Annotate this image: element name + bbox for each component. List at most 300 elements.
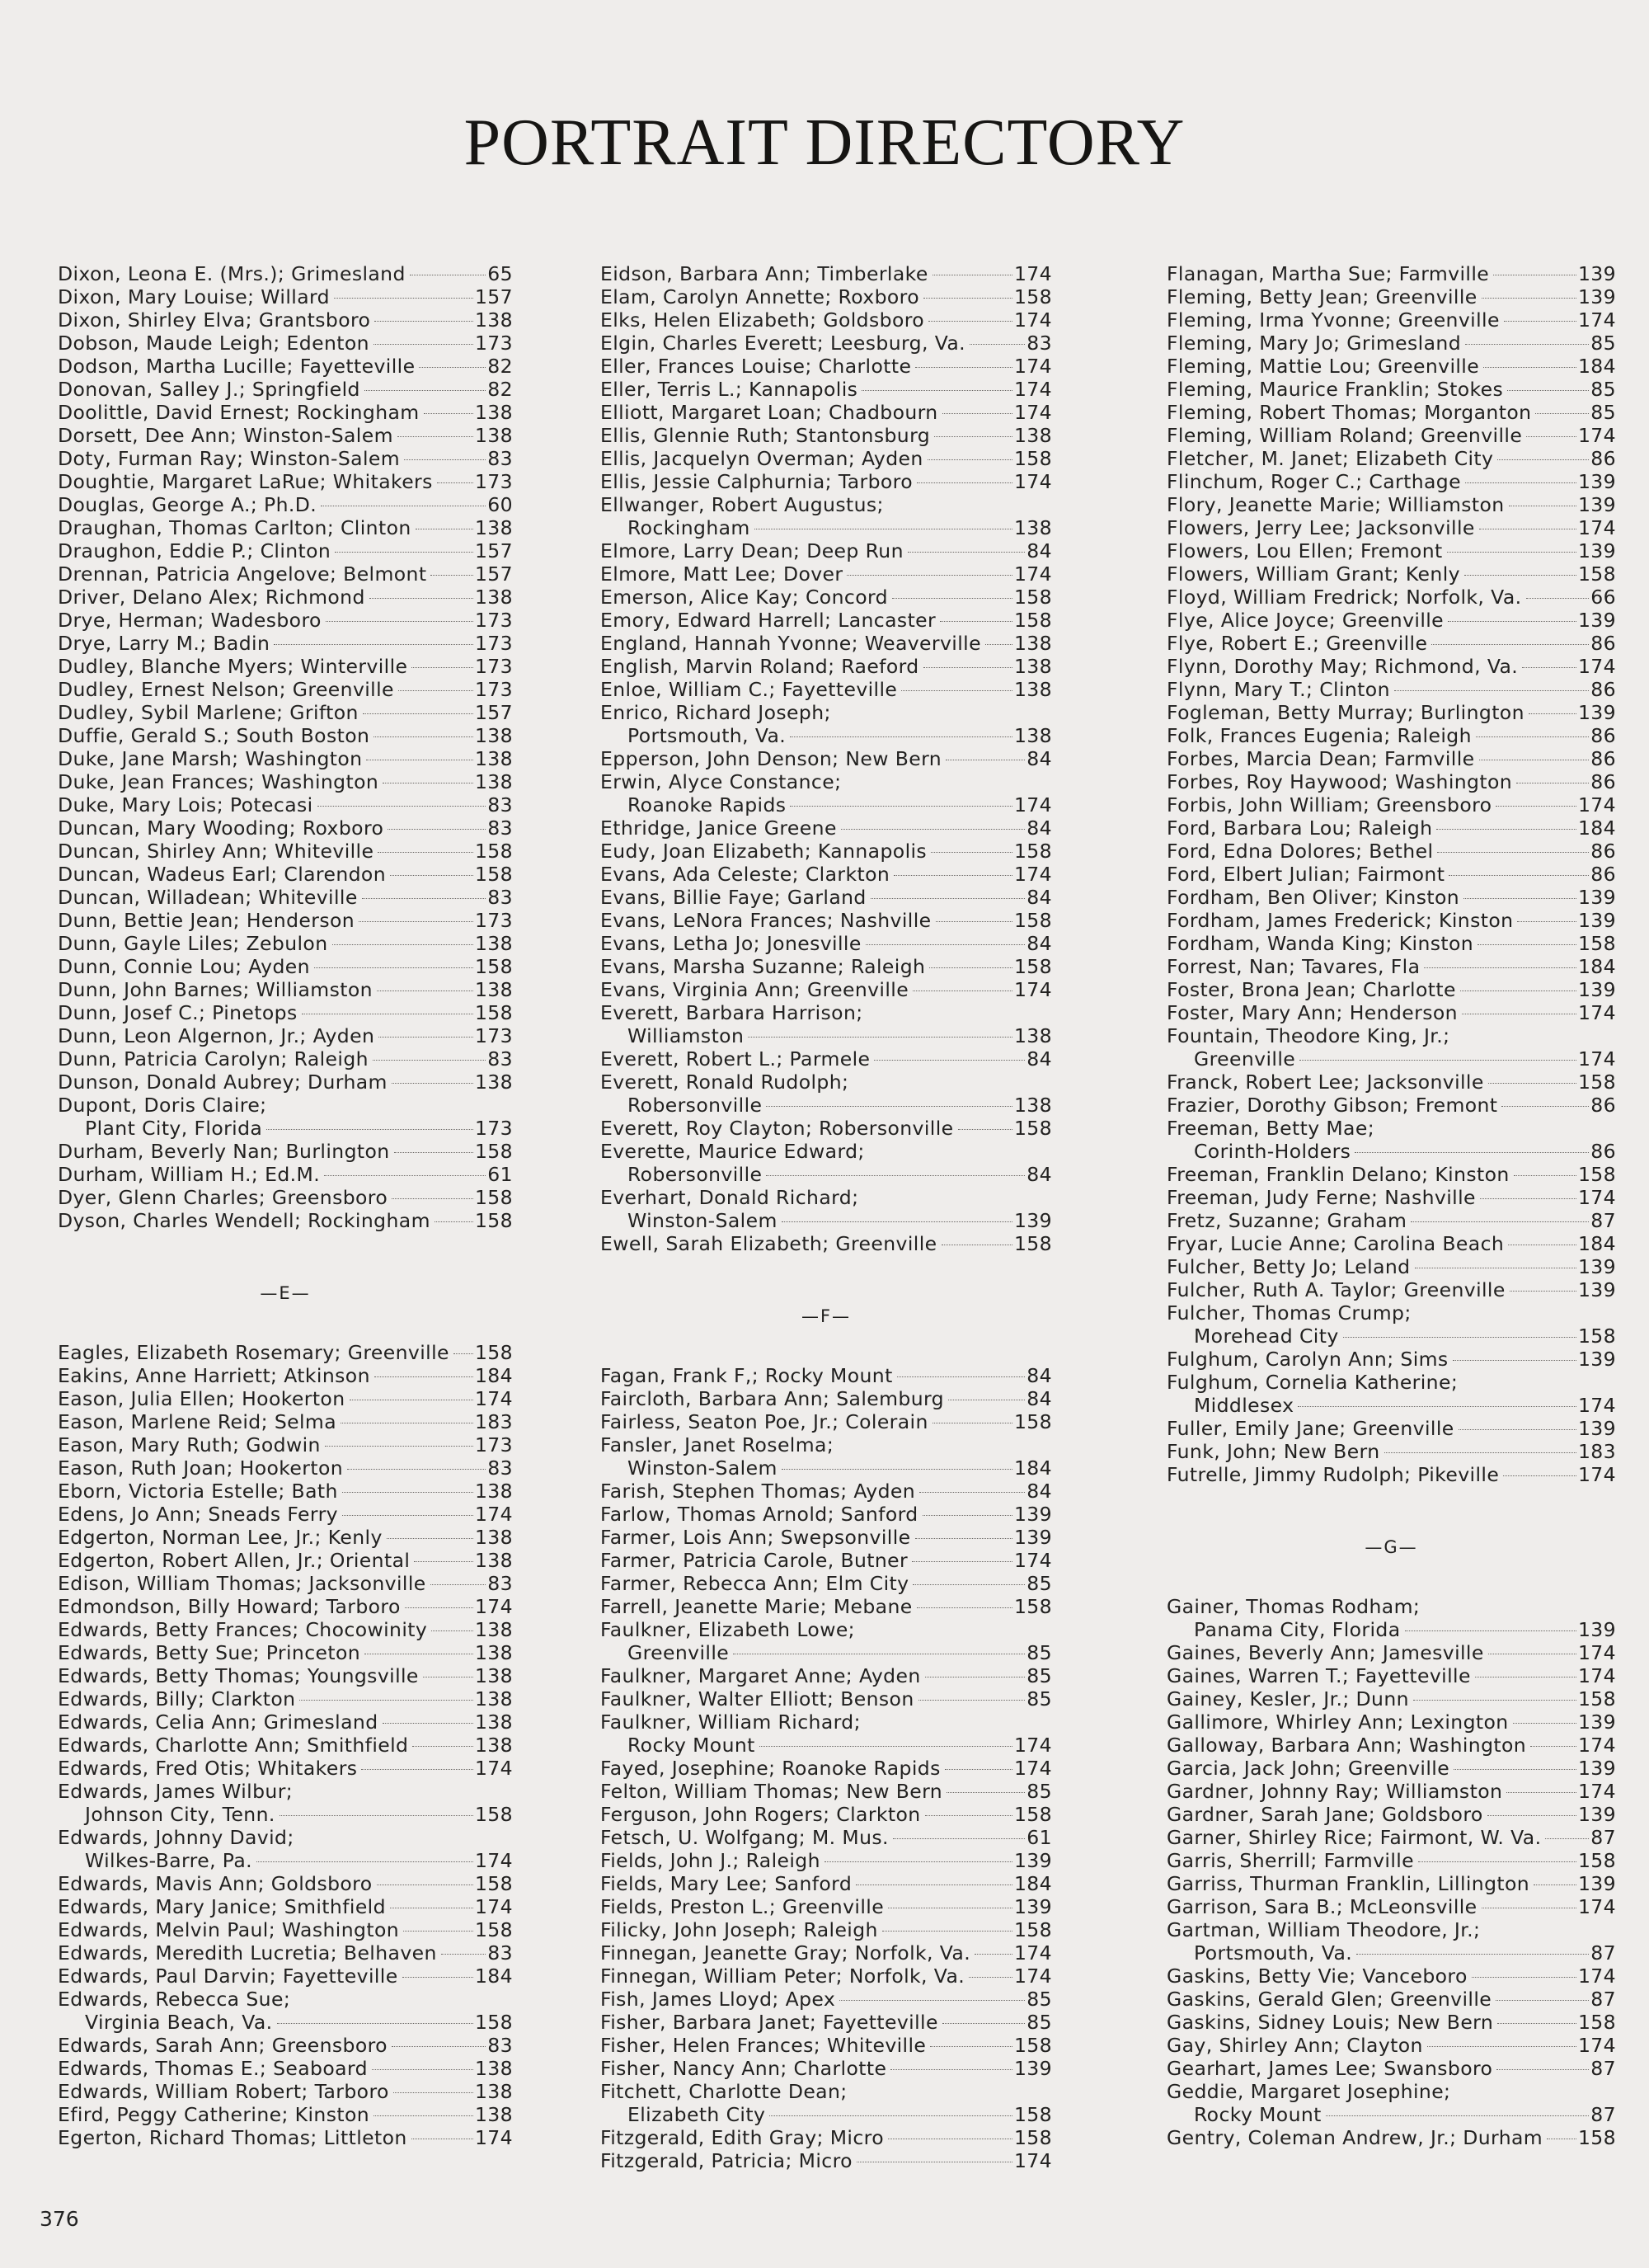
entry-location: Johnson City, Tenn. <box>85 1803 275 1826</box>
entry-name: Edwards, Thomas E.; Seaboard <box>58 2057 368 2080</box>
entry-name: Edwards, Rebecca Sue; <box>58 1988 291 2011</box>
directory-entry <box>58 1687 513 1710</box>
directory-entry <box>58 424 513 447</box>
directory-entry <box>58 1641 513 1664</box>
directory-entry <box>58 1433 513 1456</box>
entry-page: 174 <box>1013 562 1052 586</box>
dot-leader <box>374 321 473 322</box>
entry-row <box>1167 1664 1616 1687</box>
directory-entry <box>58 655 513 678</box>
directory-entry <box>1167 493 1616 516</box>
entry-page: 87 <box>1590 1826 1616 1849</box>
entry-row <box>1167 1965 1616 1988</box>
directory-entry <box>1167 1595 1616 1641</box>
entry-name: Fordham, James Frederick; Kinston <box>1167 909 1514 932</box>
entry-row <box>600 1965 1052 1988</box>
entry-row <box>600 747 1052 770</box>
entry-page: 139 <box>1577 539 1616 562</box>
entry-name: Dunn, Leon Algernon, Jr.; Ayden <box>58 1024 375 1047</box>
entry-row <box>58 586 513 609</box>
entry-name: Fields, John J.; Raleigh <box>600 1849 820 1872</box>
entry-page: 158 <box>1013 1803 1052 1826</box>
dot-leader <box>332 944 473 945</box>
dot-leader <box>1480 1198 1576 1199</box>
dot-leader <box>894 875 1012 876</box>
entry-name: Evans, LeNora Frances; Nashville <box>600 909 932 932</box>
entry-name: Fitzgerald, Patricia; Micro <box>600 2149 853 2172</box>
entry-page: 87 <box>1590 1988 1616 2011</box>
entry-page: 158 <box>1577 1325 1616 1348</box>
entry-row <box>600 1988 1052 2011</box>
entry-page: 85 <box>1590 332 1616 355</box>
entry-name: Eagles, Elizabeth Rosemary; Greenville <box>58 1341 449 1364</box>
entry-page: 85 <box>1027 2011 1052 2034</box>
entry-name: Ford, Edna Dolores; Bethel <box>1167 840 1434 863</box>
entry-page: 83 <box>487 2034 513 2057</box>
directory-entry <box>600 655 1052 678</box>
entry-name: Ford, Barbara Lou; Raleigh <box>1167 816 1433 840</box>
entry-name: Fagan, Frank F,; Rocky Mount <box>600 1364 893 1387</box>
entry-location: Wilkes-Barre, Pa. <box>85 1849 252 1872</box>
dot-leader <box>915 1538 1012 1539</box>
directory-entry <box>58 1757 513 1780</box>
directory-entry <box>58 1410 513 1433</box>
entry-name: Edwards, Betty Frances; Chocowinity <box>58 1618 428 1641</box>
dot-leader <box>1355 1152 1589 1153</box>
entry-row <box>58 378 513 401</box>
entry-page: 139 <box>1577 1618 1616 1641</box>
directory-entry <box>1167 2080 1616 2126</box>
entry-row <box>1167 424 1616 447</box>
entry-name: Fordham, Ben Oliver; Kinston <box>1167 886 1460 909</box>
entry-location: Rockingham <box>627 516 750 539</box>
dot-leader <box>874 1060 1025 1061</box>
directory-entry <box>58 1341 513 1364</box>
dot-leader <box>414 1561 473 1562</box>
entry-name: Everett, Barbara Harrison; <box>600 1001 863 1024</box>
entry-page: 183 <box>1577 1440 1616 1463</box>
entry-page: 173 <box>474 909 513 932</box>
directory-entry <box>1167 1849 1616 1872</box>
entry-page: 158 <box>1577 1849 1616 1872</box>
dot-leader <box>1517 921 1576 922</box>
directory-entry <box>1167 262 1616 285</box>
entry-name: Ellis, Glennie Ruth; Stantonsburg <box>600 424 931 447</box>
directory-entry <box>1167 586 1616 609</box>
entry-name: Fisher, Nancy Ann; Charlotte <box>600 2057 887 2080</box>
dot-leader <box>373 1060 486 1061</box>
entry-page: 174 <box>1577 1664 1616 1687</box>
section-heading: —F— <box>801 1306 852 1326</box>
entry-row <box>58 1849 513 1872</box>
entry-name: Ethridge, Janice Greene <box>600 816 837 840</box>
entry-row <box>600 285 1052 308</box>
entry-row <box>600 1918 1052 1941</box>
dot-leader <box>1514 1175 1576 1176</box>
entry-row <box>58 1664 513 1687</box>
directory-entry <box>58 2126 513 2149</box>
entry-name: Dudley, Ernest Nelson; Greenville <box>58 678 394 701</box>
entry-page: 61 <box>487 1163 513 1186</box>
directory-entry <box>58 1895 513 1918</box>
entry-page: 158 <box>1013 1117 1052 1140</box>
entry-row <box>58 1941 513 1965</box>
dot-leader <box>930 2046 1012 2047</box>
entry-row <box>1167 1325 1616 1348</box>
dot-leader <box>847 575 1012 576</box>
entry-row <box>1167 955 1616 978</box>
dot-leader <box>256 1861 473 1862</box>
entry-name: Fletcher, M. Janet; Elizabeth City <box>1167 447 1494 470</box>
entry-name: Dunn, Bettie Jean; Henderson <box>58 909 355 932</box>
entry-row <box>58 1001 513 1024</box>
dot-leader <box>277 2023 473 2024</box>
directory-entry <box>600 1595 1052 1618</box>
directory-entry <box>1167 1895 1616 1918</box>
entry-page: 158 <box>474 1140 513 1163</box>
dot-leader <box>1510 1291 1576 1292</box>
dot-leader <box>893 1838 1025 1839</box>
dot-leader <box>342 1492 473 1493</box>
entry-row <box>1167 332 1616 355</box>
entry-page: 174 <box>1577 1001 1616 1024</box>
directory-entry <box>1167 1734 1616 1757</box>
dot-leader <box>392 1083 473 1084</box>
dot-leader <box>342 1515 473 1516</box>
entry-row <box>58 2080 513 2103</box>
entry-page: 85 <box>1590 401 1616 424</box>
entry-name: Draughon, Eddie P.; Clinton <box>58 539 331 562</box>
entry-page: 138 <box>474 932 513 955</box>
directory-entry <box>1167 1301 1616 1348</box>
entry-name: Edwards, Mary Janice; Smithfield <box>58 1895 386 1918</box>
dot-leader <box>1413 1700 1576 1701</box>
directory-entry <box>58 562 513 586</box>
entry-row <box>58 1070 513 1094</box>
directory-column-3 <box>1167 262 1616 2149</box>
directory-entry <box>58 2057 513 2080</box>
directory-entry <box>600 1780 1052 1803</box>
entry-name: Dorsett, Dee Ann; Winston-Salem <box>58 424 393 447</box>
entry-name: Edwards, Paul Darvin; Fayetteville <box>58 1965 398 1988</box>
entry-name: Fleming, Robert Thomas; Morganton <box>1167 401 1532 424</box>
entry-name: Duncan, Shirley Ann; Whiteville <box>58 840 374 863</box>
directory-entry <box>58 1001 513 1024</box>
directory-entry <box>1167 886 1616 909</box>
entry-page: 83 <box>487 816 513 840</box>
entry-name: Enrico, Richard Joseph; <box>600 701 831 724</box>
entry-row <box>58 1687 513 1710</box>
directory-entry <box>1167 724 1616 747</box>
dot-leader <box>334 298 473 299</box>
dot-leader <box>1497 2023 1576 2024</box>
entry-page: 82 <box>487 378 513 401</box>
entry-page: 138 <box>474 308 513 332</box>
directory-entry <box>1167 632 1616 655</box>
dot-leader <box>1394 690 1589 691</box>
entry-page: 174 <box>1577 1047 1616 1070</box>
entry-row <box>1167 1070 1616 1094</box>
directory-entry <box>600 978 1052 1001</box>
entry-name: Flynn, Dorothy May; Richmond, Va. <box>1167 655 1519 678</box>
entry-page: 139 <box>1577 493 1616 516</box>
dot-leader <box>975 1954 1012 1955</box>
entry-name: Eason, Ruth Joan; Hookerton <box>58 1456 344 1480</box>
directory-entry <box>1167 516 1616 539</box>
entry-row <box>1167 886 1616 909</box>
entry-name: Eason, Julia Ellen; Hookerton <box>58 1387 345 1410</box>
directory-entry <box>58 840 513 863</box>
entry-page: 139 <box>1577 1803 1616 1826</box>
dot-leader <box>397 436 473 437</box>
dot-leader <box>280 1815 473 1816</box>
entry-row <box>600 447 1052 470</box>
entry-page: 174 <box>474 1757 513 1780</box>
entry-page: 174 <box>1013 1965 1052 1988</box>
entry-name: Fayed, Josephine; Roanoke Rapids <box>600 1757 941 1780</box>
directory-entry <box>58 1965 513 1988</box>
entry-row <box>58 1163 513 1186</box>
entry-row <box>58 1410 513 1433</box>
dot-leader <box>782 1469 1012 1470</box>
directory-entry <box>58 1163 513 1186</box>
entry-row <box>58 632 513 655</box>
directory-entry <box>58 493 513 516</box>
entry-page: 83 <box>487 1047 513 1070</box>
entry-row <box>1167 724 1616 747</box>
entry-location: Winston-Salem <box>627 1456 778 1480</box>
entry-page: 184 <box>1577 355 1616 378</box>
entry-page: 86 <box>1590 632 1616 655</box>
entry-row <box>58 2057 513 2080</box>
entry-page: 158 <box>474 1209 513 1232</box>
dot-leader <box>398 690 473 691</box>
entry-location: Williamston <box>627 1024 745 1047</box>
entry-row <box>1167 1687 1616 1710</box>
entry-page: 138 <box>474 1480 513 1503</box>
entry-row <box>58 1364 513 1387</box>
entry-name: Fansler, Janet Roselma; <box>600 1433 834 1456</box>
entry-page: 184 <box>1577 1232 1616 1255</box>
entry-row <box>600 793 1052 816</box>
entry-location: Roanoke Rapids <box>627 793 787 816</box>
entry-row <box>600 1232 1052 1255</box>
directory-entry <box>58 1549 513 1572</box>
entry-page: 84 <box>1027 1047 1052 1070</box>
directory-entry <box>1167 2011 1616 2034</box>
directory-entry <box>58 2103 513 2126</box>
dot-leader <box>1482 298 1576 299</box>
entry-name: Evans, Virginia Ann; Greenville <box>600 978 909 1001</box>
directory-entry <box>58 2034 513 2057</box>
directory-entry <box>58 1024 513 1047</box>
entry-row <box>1167 2011 1616 2034</box>
entry-name: Gainey, Kesler, Jr.; Dunn <box>1167 1687 1409 1710</box>
entry-name: Filicky, John Joseph; Raleigh <box>600 1918 878 1941</box>
directory-entry <box>1167 1687 1616 1710</box>
section-heading: —E— <box>260 1283 311 1303</box>
directory-entry <box>1167 1348 1616 1371</box>
entry-row <box>58 1757 513 1780</box>
directory-entry <box>58 1094 513 1140</box>
entry-name: Eller, Frances Louise; Charlotte <box>600 355 912 378</box>
entry-page: 83 <box>487 1456 513 1480</box>
directory-entry <box>58 1070 513 1094</box>
directory-entry <box>58 1572 513 1595</box>
directory-entry <box>600 493 1052 539</box>
dot-leader <box>347 1469 486 1470</box>
entry-page: 158 <box>1013 955 1052 978</box>
directory-entry <box>600 1549 1052 1572</box>
dot-leader <box>866 944 1026 945</box>
entry-row <box>600 332 1052 355</box>
dot-leader <box>947 1792 1025 1793</box>
entry-row <box>600 1664 1052 1687</box>
entry-page: 85 <box>1027 1780 1052 1803</box>
entry-name: Durham, William H.; Ed.M. <box>58 1163 321 1186</box>
entry-page: 158 <box>474 1918 513 1941</box>
directory-entry <box>58 262 513 285</box>
entry-page: 138 <box>474 1641 513 1664</box>
entry-location: Greenville <box>627 1641 730 1664</box>
entry-page: 174 <box>1577 1780 1616 1803</box>
directory-entry <box>58 609 513 632</box>
entry-page: 138 <box>474 1710 513 1734</box>
entry-page: 83 <box>487 793 513 816</box>
entry-row <box>58 955 513 978</box>
directory-entry <box>600 770 1052 816</box>
dot-leader <box>373 2115 473 2116</box>
entry-page: 138 <box>1013 1094 1052 1117</box>
entry-page: 83 <box>487 447 513 470</box>
directory-section <box>1167 262 1616 1486</box>
entry-row <box>600 816 1052 840</box>
dot-leader <box>441 1954 486 1955</box>
entry-page: 174 <box>474 1895 513 1918</box>
directory-entry <box>1167 539 1616 562</box>
entry-row <box>600 678 1052 701</box>
entry-page: 138 <box>1013 516 1052 539</box>
directory-entry <box>58 978 513 1001</box>
dot-leader <box>901 690 1012 691</box>
entry-page: 158 <box>1013 1918 1052 1941</box>
entry-page: 138 <box>474 1618 513 1641</box>
directory-entry <box>1167 285 1616 308</box>
entry-row <box>1167 355 1616 378</box>
entry-page: 138 <box>474 401 513 424</box>
entry-row <box>600 1641 1052 1664</box>
entry-name: Fetsch, U. Wolfgang; M. Mus. <box>600 1826 889 1849</box>
entry-row <box>1167 1803 1616 1826</box>
dot-leader <box>1384 1452 1576 1453</box>
directory-entry <box>600 632 1052 655</box>
entry-name: Dunson, Donald Aubrey; Durham <box>58 1070 388 1094</box>
entry-row <box>600 1209 1052 1232</box>
entry-page: 174 <box>1013 378 1052 401</box>
entry-row <box>1167 1047 1616 1070</box>
entry-name: Dunn, Connie Lou; Ayden <box>58 955 310 978</box>
entry-page: 85 <box>1027 1988 1052 2011</box>
dot-leader <box>1522 667 1576 668</box>
dot-leader <box>1478 944 1576 945</box>
directory-entry <box>58 1710 513 1734</box>
entry-row <box>58 355 513 378</box>
directory-entry <box>1167 1463 1616 1486</box>
directory-entry <box>58 678 513 701</box>
directory-entry <box>58 1941 513 1965</box>
entry-row <box>1167 285 1616 308</box>
dot-leader <box>1431 644 1589 645</box>
directory-entry <box>600 1849 1052 1872</box>
entry-row <box>600 1895 1052 1918</box>
directory-column-1 <box>58 262 513 2149</box>
entry-page: 139 <box>1577 978 1616 1001</box>
entry-name: Fulcher, Ruth A. Taylor; Greenville <box>1167 1278 1506 1301</box>
entry-name: Egerton, Richard Thomas; Littleton <box>58 2126 407 2149</box>
entry-name: Gainer, Thomas Rodham; <box>1167 1595 1421 1618</box>
entry-row <box>1167 1895 1616 1918</box>
entry-page: 174 <box>474 1849 513 1872</box>
directory-entry <box>58 1186 513 1209</box>
directory-entry <box>58 1872 513 1895</box>
directory-entry <box>1167 1255 1616 1278</box>
directory-entry <box>600 609 1052 632</box>
entry-page: 174 <box>1013 863 1052 886</box>
entry-name: Flory, Jeanette Marie; Williamston <box>1167 493 1505 516</box>
entry-page: 84 <box>1027 932 1052 955</box>
entry-page: 158 <box>1577 1163 1616 1186</box>
entry-page: 84 <box>1027 1364 1052 1387</box>
entry-name: Edison, William Thomas; Jacksonville <box>58 1572 426 1595</box>
dot-leader <box>362 898 486 899</box>
entry-row <box>1167 1094 1616 1117</box>
entry-name: Gaskins, Gerald Glen; Greenville <box>1167 1988 1492 2011</box>
entry-name: Everett, Ronald Rudolph; <box>600 1070 849 1094</box>
entry-name: Gardner, Johnny Ray; Williamston <box>1167 1780 1503 1803</box>
entry-name: Fleming, Mary Jo; Grimesland <box>1167 332 1462 355</box>
entry-page: 158 <box>1577 2011 1616 2034</box>
directory-entry <box>600 1047 1052 1070</box>
entry-name: Duke, Jane Marsh; Washington <box>58 747 363 770</box>
entry-name: Finnegan, Jeanette Gray; Norfolk, Va. <box>600 1941 971 1965</box>
entry-location: Morehead City <box>1194 1325 1339 1348</box>
dot-leader <box>374 1376 473 1377</box>
dot-leader <box>1436 829 1576 830</box>
entry-name: Faulkner, Walter Elliott; Benson <box>600 1687 914 1710</box>
entry-page: 138 <box>474 2057 513 2080</box>
entry-location: Elizabeth City <box>627 2103 766 2126</box>
entry-row <box>600 1941 1052 1965</box>
entry-name: Fisher, Helen Frances; Whiteville <box>600 2034 927 2057</box>
dot-leader <box>1526 436 1576 437</box>
entry-row <box>600 1549 1052 1572</box>
directory-entry <box>600 886 1052 909</box>
entry-page: 174 <box>1013 470 1052 493</box>
entry-name: Drye, Herman; Wadesboro <box>58 609 322 632</box>
entry-name: Edwards, Mavis Ann; Goldsboro <box>58 1872 373 1895</box>
dot-leader <box>766 1175 1025 1176</box>
directory-entry <box>1167 1186 1616 1209</box>
entry-page: 174 <box>1577 655 1616 678</box>
entry-row <box>58 1186 513 1209</box>
entry-row <box>58 1572 513 1595</box>
entry-name: Edwards, Betty Sue; Princeton <box>58 1641 361 1664</box>
directory-entry <box>1167 1440 1616 1463</box>
entry-location: Robersonville <box>627 1163 763 1186</box>
entry-row <box>58 308 513 332</box>
entry-page: 86 <box>1590 724 1616 747</box>
entry-page: 173 <box>474 1024 513 1047</box>
